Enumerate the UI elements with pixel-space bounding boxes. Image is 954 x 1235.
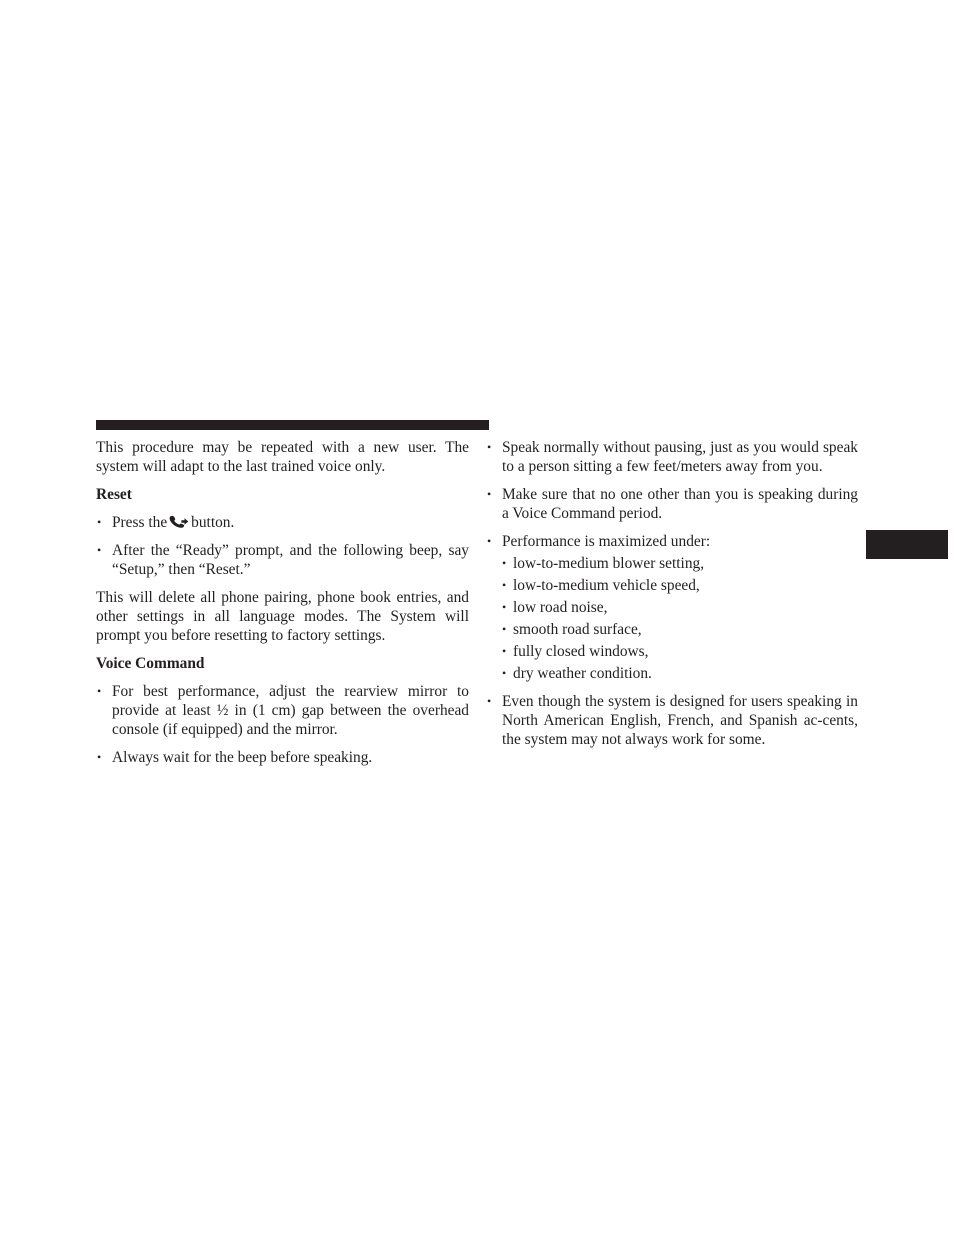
left-column — [96, 438, 469, 776]
chapter-side-tab — [866, 530, 948, 559]
reset-list — [96, 513, 469, 579]
condition-item: • dry weather condition. — [502, 664, 858, 683]
condition-item: • fully closed windows, — [502, 642, 858, 661]
list-item: • Always wait for the beep before speaking. — [96, 748, 469, 767]
list-item: • After the “Ready” prompt, and the following beep, say “Setup,” then “Reset.” — [96, 541, 469, 579]
list-item: • For best performance, adjust the rearview mirror to provide at least ½ in (1 cm) gap between the overhead console (if equipped) and the mirror. — [96, 682, 469, 739]
list-item: • Make sure that no one other than you is speaking during a Voice Command period. — [486, 485, 858, 523]
condition-item: • low-to-medium blower setting, — [502, 554, 858, 573]
conditions-list — [502, 554, 858, 683]
condition-item: • low road noise, — [502, 598, 858, 617]
reset-heading: Reset — [96, 486, 132, 503]
button-text: button. — [191, 514, 235, 531]
list-item: • Even though the system is designed for users speaking in North American English, French, and Spanish ac-cents, the system may not always work for some. — [486, 692, 858, 749]
voice-command-list — [96, 682, 469, 767]
intro-paragraph: This procedure may be repeated with a new user. The system will adapt to the last trained voice only. — [96, 439, 469, 475]
tips-list — [486, 438, 858, 749]
right-column — [486, 438, 858, 758]
voice-command-heading: Voice Command — [96, 655, 205, 672]
condition-item: • smooth road surface, — [502, 620, 858, 639]
list-item — [96, 513, 469, 532]
list-item — [486, 532, 858, 683]
list-item: • Speak normally without pausing, just as you would speak to a person sitting a few feet/meters away from you. — [486, 438, 858, 476]
condition-item: • low-to-medium vehicle speed, — [502, 576, 858, 595]
section-header-rule — [96, 420, 489, 430]
performance-label: Performance is maximized under: — [502, 533, 711, 550]
reset-note-paragraph: This will delete all phone pairing, phone book entries, and other settings in all language modes. The System will prompt you before resetting to factory settings. — [96, 589, 469, 644]
press-text: Press the — [112, 514, 168, 531]
phone-icon — [169, 515, 190, 528]
